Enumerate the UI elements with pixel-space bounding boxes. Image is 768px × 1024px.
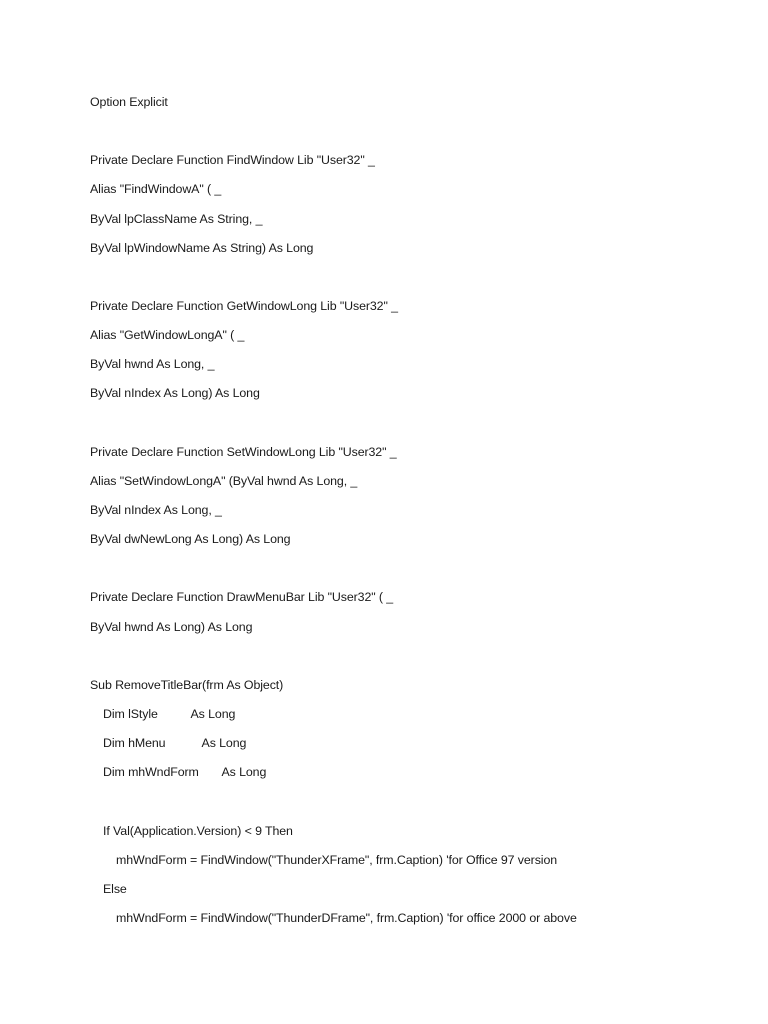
code-line: mhWndForm = FindWindow("ThunderDFrame", frm.Caption) 'for office 2000 or above (116, 910, 577, 925)
code-line: Dim mhWndForm As Long (103, 765, 267, 780)
code-line: mhWndForm = FindWindow("ThunderXFrame", frm.Caption) 'for Office 97 version (116, 852, 558, 867)
blank-line (90, 409, 730, 438)
code-line: ByVal nIndex As Long, _ (90, 502, 222, 517)
code-line: Dim lStyle As Long (103, 706, 236, 721)
code-line: If Val(Application.Version) < 9 Then (103, 823, 293, 838)
code-line: Alias "GetWindowLongA" ( _ (90, 328, 245, 343)
code-line: ByVal hwnd As Long) As Long (90, 619, 253, 634)
code-line: ByVal lpWindowName As String) As Long (90, 240, 314, 255)
code-line: ByVal nIndex As Long) As Long (90, 386, 260, 401)
code-line: Private Declare Function GetWindowLong Lib "User32" _ (90, 298, 398, 313)
code-line: Dim hMenu As Long (103, 736, 247, 751)
code-line: ByVal lpClassName As String, _ (90, 211, 263, 226)
blank-line (90, 263, 730, 292)
code-line: Alias "SetWindowLongA" (ByVal hwnd As Long, _ (90, 473, 358, 488)
code-line: Private Declare Function FindWindow Lib "User32" _ (90, 153, 375, 168)
blank-line (90, 554, 730, 583)
blank-line (90, 787, 730, 816)
code-line: Else (103, 881, 127, 896)
code-line: ByVal hwnd As Long, _ (90, 357, 215, 372)
code-line: Option Explicit (90, 95, 168, 109)
blank-line (90, 117, 730, 146)
vba-code-block (90, 88, 730, 933)
code-line: Private Declare Function SetWindowLong Lib "User32" _ (90, 444, 397, 459)
code-line: Private Declare Function DrawMenuBar Lib "User32" ( _ (90, 590, 394, 605)
blank-line (90, 642, 730, 671)
code-line: Alias "FindWindowA" ( _ (90, 182, 222, 197)
code-line: ByVal dwNewLong As Long) As Long (90, 532, 291, 547)
code-line: Sub RemoveTitleBar(frm As Object) (90, 677, 284, 692)
